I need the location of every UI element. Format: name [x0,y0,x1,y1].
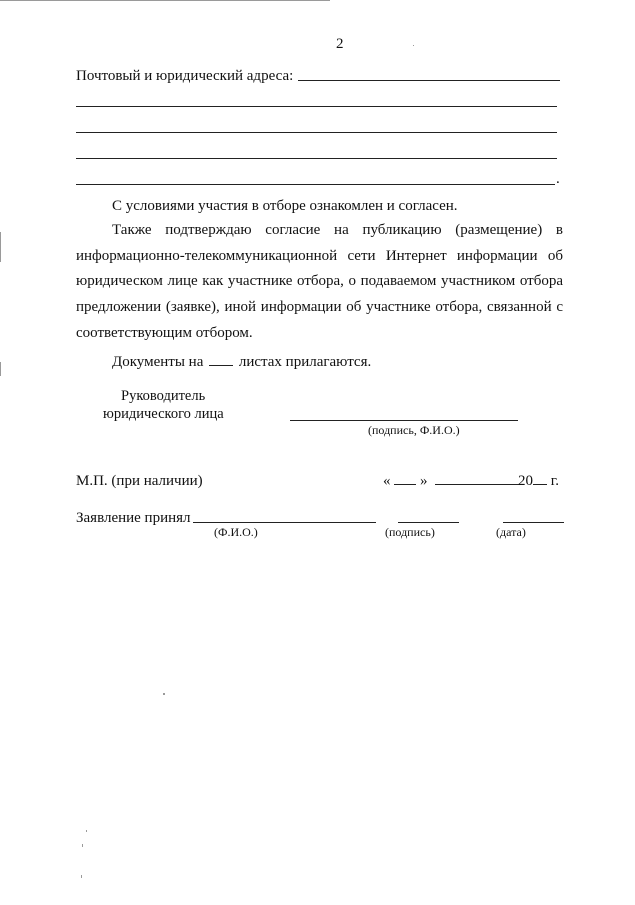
accepted-date-caption: (дата) [496,525,526,539]
scan-border-left-lower [0,362,1,376]
signature-caption: (подпись, Ф.И.О.) [368,423,460,437]
accepted-signature-caption: (подпись) [385,525,435,539]
year-suffix: г. [550,473,559,489]
address-end-mark: . [556,171,560,187]
documents-count-blank [209,353,233,366]
accepted-name-line [193,522,376,523]
scan-dot [413,45,414,46]
signatory-role-line1: Руководитель [121,388,206,404]
scan-dot [81,875,82,878]
scan-border-left [0,232,1,262]
address-label: Почтовый и юридический адреса: [76,68,294,84]
accepted-name-caption: (Ф.И.О.) [214,525,258,539]
year-blank [533,472,547,485]
month-blank [435,472,521,485]
accepted-label: Заявление принял [76,510,191,526]
seal-label: М.П. (при наличии) [76,473,203,489]
publication-consent-paragraph: Также подтверждаю согласие на публикацию (размещение) в информационно-телекоммуникационной сети Интернет информации об юридическом лице как участнике отбора, о подаваемом участником отбора предложении (заявке), иной информации об участнике отбора, связанной с соответствующим отбором. [76,222,563,341]
day-blank [394,472,416,485]
documents-suffix: листах прилагаются. [238,354,372,370]
year-prefix: 20 [518,473,533,489]
consent-statement: С условиями участия в отборе ознакомлен и согласен. [112,198,458,214]
address-blank-line [76,132,557,133]
date-line [383,472,521,490]
address-blank-line [298,80,560,81]
scan-dot [82,844,83,847]
signatory-role-line2: юридического лица [103,406,224,422]
documents-attached-line [112,353,371,371]
scan-dot [86,830,87,832]
documents-prefix: Документы на [112,354,204,370]
quote-close: » [420,473,428,489]
scan-dot [163,693,165,695]
accepted-date-line [503,522,564,523]
signature-blank-line [290,420,518,421]
accepted-signature-line [398,522,459,523]
address-blank-line [76,184,555,185]
quote-open: « [383,473,391,489]
address-blank-line [76,106,557,107]
address-blank-line [76,158,557,159]
page-number: 2 [336,36,344,52]
scan-border-top [0,0,330,1]
year-field [518,472,559,490]
